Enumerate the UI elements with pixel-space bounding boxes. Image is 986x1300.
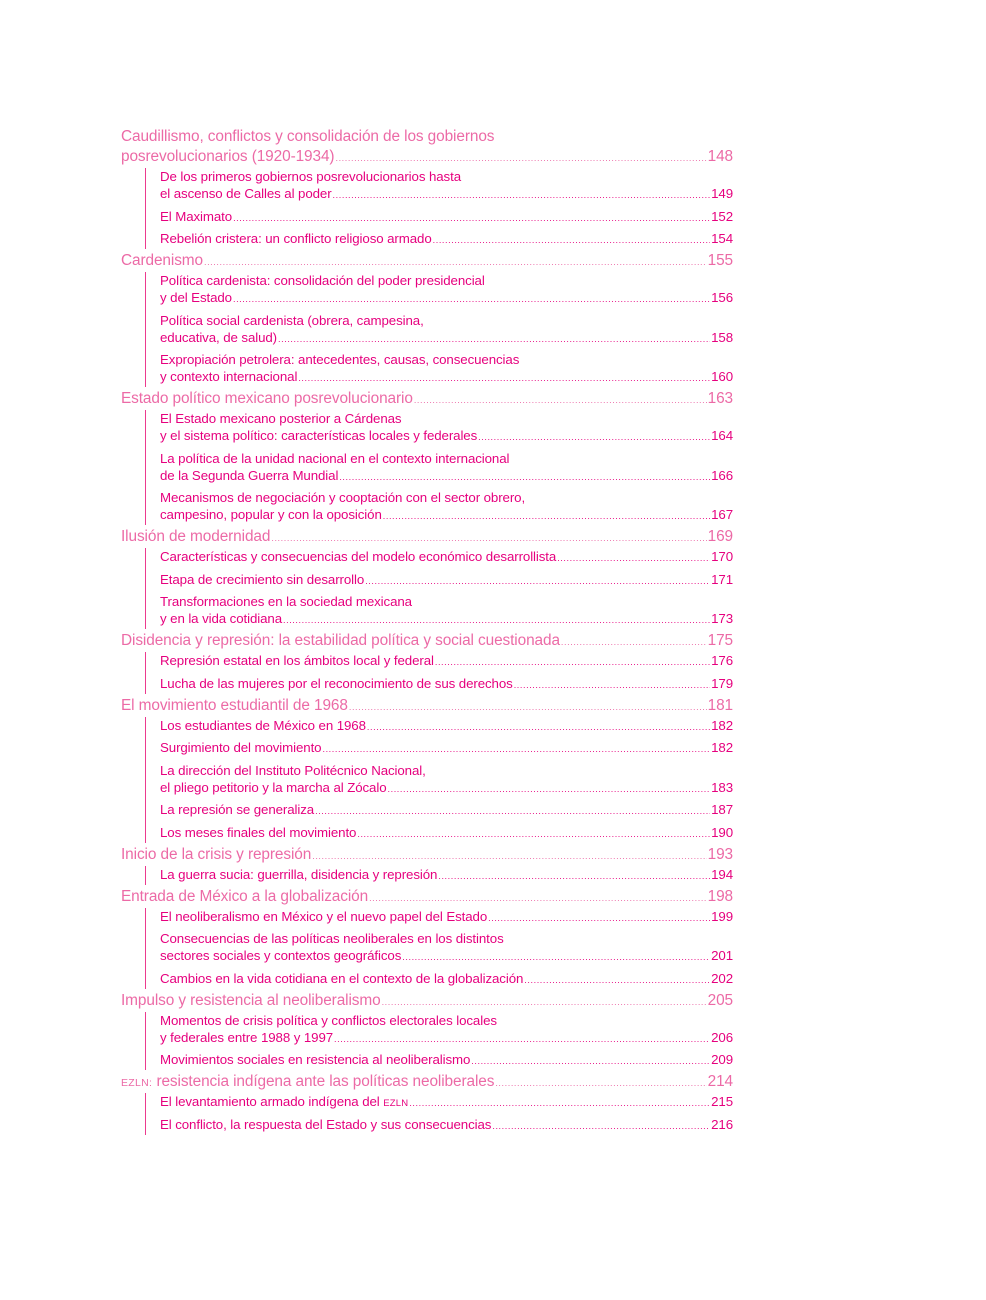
section-list [145,272,733,387]
section-text-line [160,329,733,348]
chapter-entry [121,887,733,989]
page-number: 176 [711,653,733,668]
section-entry [160,1051,733,1070]
section-text-segment: El conflicto, la respuesta del Estado y sus consecuencias [160,1116,492,1132]
chapter-title-text-segment: resistencia indígena ante las políticas neoliberales [152,1073,495,1090]
chapter-title-text [121,845,311,865]
section-text-line [160,230,733,249]
chapter-entry [121,631,733,694]
chapter-title-text [121,389,413,409]
section-text [160,908,487,925]
page-number: 173 [711,611,733,626]
chapter-title-text [121,631,560,651]
chapter-entry [121,845,733,885]
section-text-line [160,593,733,610]
chapter-title-text-segment: Inicio de la crisis y represión [121,845,312,863]
section-text [160,824,356,841]
section-entry [160,930,733,966]
section-text-segment: El Maximato [160,208,233,224]
section-entry [160,272,733,308]
leader-dots [524,972,710,989]
section-text [160,675,513,692]
section-text-line [160,168,733,185]
section-text-segment: Política cardenista: consolidación del poder presidencial [160,273,485,288]
leader-dots [271,528,706,548]
section-entry [160,312,733,348]
chapter-title [121,389,733,410]
chapter-entry [121,251,733,387]
section-text-segment: y contexto internacional [160,369,298,384]
section-list [145,717,733,843]
leader-dots [414,390,707,410]
chapter-title-text [121,1072,494,1093]
leader-dots [402,949,710,966]
page-number: 155 [707,252,733,269]
leader-dots [488,910,710,927]
chapter-title-text [121,696,348,716]
section-text-line [160,289,733,308]
section-text-line [160,1012,733,1029]
section-entry [160,410,733,446]
chapter-title-text-line [121,389,733,410]
section-text-line [160,410,733,427]
chapter-entry [121,1072,733,1135]
chapter-title [121,1072,733,1093]
section-text [160,717,366,734]
leader-dots [298,370,710,387]
section-entry [160,762,733,798]
section-list [145,1093,733,1135]
chapter-entry [121,527,733,629]
leader-dots [233,210,710,227]
section-text-segment: Momentos de crisis política y conflictos electorales locales [160,1012,497,1028]
section-text-line [160,467,733,486]
section-entry [160,208,733,227]
page-number: 214 [707,1073,733,1090]
chapter-title-text-segment: Caudillismo, conflictos y consolidación de los gobiernos [121,128,495,145]
chapter-title-text-segment: Ilusión de modernidad [121,528,271,545]
section-text-line [160,368,733,387]
section-text-segment: Mecanismos de negociación y cooptación con el sector obrero, [160,490,526,505]
section-text [160,652,434,669]
table-of-contents [121,127,733,1137]
page-number: 182 [711,740,733,755]
chapter-title-prefix: EZLN: [121,1077,153,1089]
page-number: 152 [711,208,733,224]
page-number: 156 [711,290,733,305]
section-text-segment: El levantamiento armado indígena del [160,1094,384,1109]
section-entry [160,450,733,486]
section-text [160,779,387,796]
chapter-title-text [121,128,494,145]
section-text-line [160,779,733,798]
section-text [160,594,412,609]
section-entry [160,351,733,387]
section-text [160,866,437,883]
section-text [160,571,364,588]
section-text-segment: el pliego petitorio y la marcha al Zócalo [160,779,387,795]
section-text [160,289,232,306]
section-text-segment: La represión se generaliza [160,802,315,817]
chapter-title-text [121,251,203,271]
section-text [160,548,556,565]
chapter-entry [121,991,733,1071]
section-entry [160,593,733,629]
page-number: 171 [711,571,733,587]
section-entry [160,1012,733,1048]
section-text [160,230,432,247]
section-text-segment: de la Segunda Guerra Mundial [160,467,339,483]
section-entry [160,1093,733,1112]
section-entry [160,230,733,249]
leader-dots [478,429,710,446]
section-text-line [160,506,733,525]
chapter-title-text [121,527,270,547]
section-text-segment: Transformaciones en la sociedad mexicana [160,594,412,609]
chapter-title-text-segment: posrevolucionarios (1920-1934) [121,148,335,165]
chapter-title-text-line [121,696,733,717]
section-text-segment: campesino, popular y con la oposición [160,507,382,522]
section-text-segment: sectores sociales y contextos geográficos [160,948,402,963]
section-entry [160,866,733,885]
chapter-entry [121,127,733,249]
leader-dots [278,331,710,348]
section-text-segment: La guerra sucia: guerrilla, disidencia y represión [160,866,438,882]
leader-dots [233,291,710,308]
section-text [160,1116,491,1133]
chapter-title-text-line [121,1072,733,1093]
section-entry [160,970,733,989]
section-entry [160,548,733,567]
section-text-segment: Cambios en la vida cotidiana en el contexto de la globalización [160,970,524,986]
section-entry [160,1116,733,1135]
page-number: 187 [711,802,733,817]
section-text-segment: El neoliberalismo en México y el nuevo papel del Estado [160,908,488,924]
section-text-line [160,272,733,289]
section-list [145,908,733,989]
section-text [160,506,382,523]
section-text [160,490,525,505]
chapter-title-text-line [121,845,733,866]
section-text-line [160,801,733,820]
section-text-line [160,824,733,843]
leader-dots [388,781,711,798]
leader-dots [367,719,710,736]
leader-dots [495,1073,706,1093]
section-text-segment: Los meses finales del movimiento [160,824,357,840]
page-number: 201 [711,948,733,963]
section-text-line [160,312,733,329]
section-text-line [160,185,733,204]
leader-dots [435,654,710,671]
section-text-line [160,427,733,446]
chapter-entry [121,696,733,843]
section-entry [160,739,733,758]
section-text [160,1013,497,1028]
section-text [160,1051,470,1068]
page-number: 163 [707,390,733,407]
section-entry [160,168,733,204]
section-entry [160,717,733,736]
leader-dots [204,252,707,272]
chapter-title-text-segment: El movimiento estudiantil de 1968 [121,696,348,714]
section-text [160,610,282,627]
section-text-line [160,1029,733,1048]
section-text-line [160,762,733,779]
section-entry [160,824,733,843]
page-number: 183 [711,779,733,795]
page-number: 199 [711,908,733,924]
leader-dots [433,232,710,249]
leader-dots [382,992,707,1012]
section-text-segment: Surgimiento del movimiento [160,740,322,755]
leader-dots [492,1118,710,1135]
section-text [160,185,332,202]
chapter-title-text-line [121,147,733,168]
section-text-segment: La política de la unidad nacional en el contexto internacional [160,450,510,466]
leader-dots [514,677,710,694]
section-text-line [160,571,733,590]
leader-dots [365,573,710,590]
section-list [145,866,733,885]
section-text-segment: Movimientos sociales en resistencia al neoliberalismo [160,1052,471,1067]
section-text-line [160,208,733,227]
page-number: 181 [707,696,733,714]
page-number: 166 [711,467,733,483]
chapter-title [121,251,733,272]
section-entry [160,489,733,525]
page-number: 169 [707,528,733,545]
chapter-title [121,991,733,1012]
page-number: 206 [711,1029,733,1045]
section-text-segment: y del Estado [160,290,232,305]
leader-dots [283,612,710,629]
page-number: 190 [711,824,733,840]
section-text [160,451,509,466]
section-text-line [160,489,733,506]
section-text [160,169,461,184]
section-text-line [160,717,733,736]
section-text-line [160,908,733,927]
section-text-line [160,947,733,966]
leader-dots [369,888,707,908]
section-text-segment: De los primeros gobiernos posrevolucionarios hasta [160,169,461,184]
section-text-line [160,652,733,671]
section-suffix: EZLN [383,1098,409,1109]
section-text [160,273,485,288]
page-number: 175 [707,632,733,649]
chapter-title-text [121,887,368,907]
section-text-segment: y en la vida cotidiana [160,611,282,626]
page-number: 164 [711,428,733,443]
chapter-title-text [121,147,334,167]
leader-dots [357,826,710,843]
section-text-segment: y el sistema político: características locales y federales [160,428,478,443]
leader-dots [333,187,711,204]
page-number: 198 [707,887,733,905]
leader-dots [339,469,710,486]
page-number: 179 [711,675,733,691]
section-text-segment: Expropiación petrolera: antecedentes, causas, consecuencias [160,352,520,367]
section-text-line [160,866,733,885]
chapter-title-text [121,991,381,1011]
page-number: 170 [711,549,733,564]
chapter-title-text-line [121,991,733,1012]
section-text-segment: Los estudiantes de México en 1968 [160,717,366,733]
chapter-title-text-line [121,251,733,272]
page-number: 202 [711,970,733,986]
section-list [145,168,733,249]
leader-dots [471,1053,710,1070]
section-text-line [160,930,733,947]
leader-dots [335,148,706,168]
chapter-title-text-segment: Estado político mexicano posrevolucionario [121,390,413,407]
section-text-segment: el ascenso de Calles al poder [160,186,332,201]
chapter-title-text-segment: Cardenismo [121,252,203,269]
chapter-title [121,127,733,168]
section-entry [160,675,733,694]
section-text-segment: y federales entre 1988 y 1997 [160,1029,334,1045]
section-text-segment: Consecuencias de las políticas neoliberales en los distintos [160,931,504,946]
page-number: 167 [711,507,733,522]
chapter-title-text-line [121,631,733,652]
chapter-title [121,631,733,652]
chapter-title-text-segment: Entrada de México a la globalización [121,887,369,905]
leader-dots [315,803,710,820]
section-text [160,352,519,367]
chapter-title [121,887,733,908]
section-text-segment: Represión estatal en los ámbitos local y federal [160,653,434,668]
leader-dots [438,868,710,885]
chapter-entry [121,389,733,525]
section-text [160,739,321,756]
section-text-segment: Rebelión cristera: un conflicto religioso armado [160,231,432,246]
page-number: 154 [711,231,733,246]
section-list [145,410,733,525]
page-number: 149 [711,186,733,201]
chapter-title-text-segment: Disidencia y represión: la estabilidad política y social cuestionada [121,632,560,649]
leader-dots [312,846,706,866]
leader-dots [557,550,710,567]
section-text [160,208,232,225]
section-entry [160,801,733,820]
page-number: 216 [711,1116,733,1132]
section-text [160,763,426,778]
leader-dots [383,508,710,525]
chapter-title [121,696,733,717]
leader-dots [409,1095,710,1112]
page-number: 148 [707,148,733,165]
section-text-line [160,351,733,368]
section-text [160,313,424,328]
page-number: 193 [707,845,733,863]
section-text-segment: Características y consecuencias del modelo económico desarrollista [160,549,557,564]
chapter-title [121,527,733,548]
section-list [145,1012,733,1071]
section-text [160,411,401,426]
page-number: 209 [711,1052,733,1067]
section-text-segment: Etapa de crecimiento sin desarrollo [160,571,365,587]
leader-dots [349,697,707,717]
section-text-line [160,548,733,567]
section-text [160,970,523,987]
section-text-line [160,739,733,758]
chapter-title [121,845,733,866]
section-text-segment: Política social cardenista (obrera, campesina, [160,312,424,328]
leader-dots [334,1031,710,1048]
section-text-segment: La dirección del Instituto Politécnico Nacional, [160,762,426,778]
section-text [160,368,297,385]
section-entry [160,652,733,671]
section-text [160,1093,408,1112]
section-text [160,329,277,346]
section-text [160,1029,333,1046]
section-text [160,931,504,946]
chapter-title-text-line [121,127,733,147]
page-number: 158 [711,329,733,345]
section-text [160,427,477,444]
section-text-line [160,610,733,629]
section-list [145,548,733,629]
section-text-segment: El Estado mexicano posterior a Cárdenas [160,411,402,426]
chapter-title-text-line [121,887,733,908]
section-text-line [160,970,733,989]
section-entry [160,908,733,927]
section-entry [160,571,733,590]
chapter-title-text-line [121,527,733,548]
page-number: 205 [707,991,733,1009]
page-number: 215 [711,1094,733,1109]
section-text [160,467,338,484]
section-text-segment: educativa, de salud) [160,329,278,345]
page-number: 182 [711,717,733,733]
section-text [160,947,401,964]
page-number: 194 [711,866,733,882]
section-text-segment: Lucha de las mujeres por el reconocimiento de sus derechos [160,675,513,691]
leader-dots [561,632,707,652]
section-text-line [160,1093,733,1112]
chapter-title-text-segment: Impulso y resistencia al neoliberalismo [121,991,381,1009]
section-list [145,652,733,694]
section-text-line [160,1116,733,1135]
section-text-line [160,450,733,467]
leader-dots [322,741,710,758]
section-text-line [160,675,733,694]
section-text [160,801,314,818]
section-text-line [160,1051,733,1070]
page-number: 160 [711,369,733,384]
